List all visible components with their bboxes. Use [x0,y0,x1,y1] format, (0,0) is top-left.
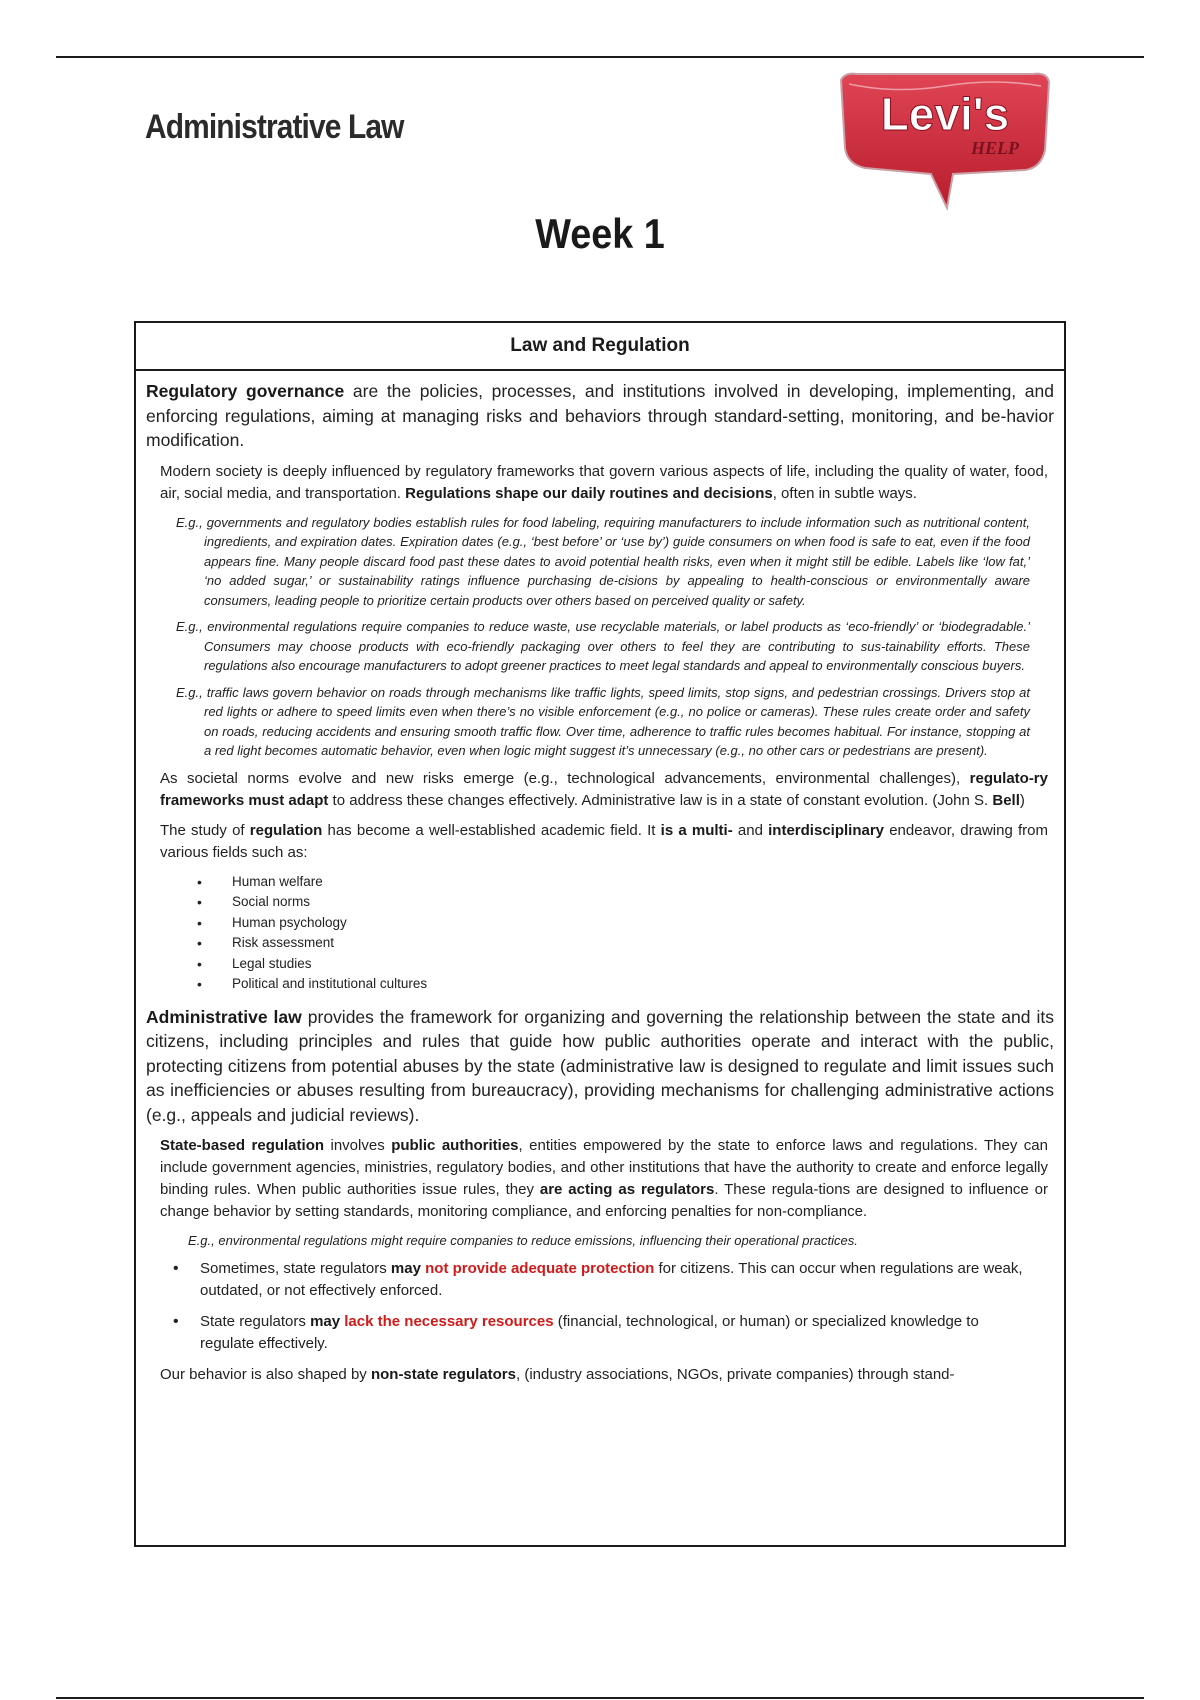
example-traffic-laws: E.g., traffic laws govern behavior on roads through mechanisms like traffic lights, speed limits, stop signs, and pedestrian crossings. Drivers stop at red lights or adhere to speed limits even when there’s no visible enforcement (e.g., no police or cameras). These rules create order and safety on roads, reducing accidents and ensuring smooth traffic flow. Over time, adherence to traffic rules becomes habitual. For instance, stopping at a red light becomes automatic behavior, even when logic might suggest it’s unnecessary (e.g., no other cars or pedestrians are present). [176,684,1030,758]
section-body [136,371,1064,1386]
list-item: • Legal studies [232,954,1054,975]
logo-wordmark: Levi's [880,88,1010,140]
example-food-labeling: E.g., governments and regulatory bodies establish rules for food labeling, requiring manufacturers to include information such as nutritional content, ingredients, and expiration dates. Expiration dates (e.g., ‘best before’ or ‘use by’) guide consumers on when food is safe to eat, even if the food appears fine. Many people discard food past these dates to avoid potential health risks, even when it might still be edible. Labels like ‘low fat,’ ‘no added sugar,’ or sustainability ratings influence purchasing de-cisions by appealing to health-conscious or environmentally aware consumers, leading people to prioritize certain products over others based on perceived quality or safety. [176,514,1030,608]
bottom-rule [56,1697,1144,1699]
non-state-regulators-paragraph: Our behavior is also shaped by non-state regulators, (industry associations, NGOs, private companies) through stand- [160,1366,955,1383]
example-environmental: E.g., environmental regulations require companies to reduce waste, use recyclable materials, or label products as ‘eco-friendly’ or ‘biodegradable.’ Consumers may choose products with eco-friendly packaging over others to feel they are contributing to sus-tainability efforts. These regulations also encourage manufacturers to adopt greener practices to meet legal standards and appeal to environmentally conscious buyers. [176,619,1030,673]
top-rule [56,56,1144,58]
state-regulator-limitations-list [146,1258,1054,1355]
section-title: Law and Regulation [136,323,1064,371]
administrative-law-paragraph: Administrative law provides the framework for organizing and governing the relationship between the state and its citizens, including principles and rules that guide how public authorities operate and interact with the public, protecting citizens from potential abuses by the state (administrative law is designed to regulate and limit issues such as inefficiencies or abuses resulting from bureaucracy), providing mechanisms for challenging administrative actions (e.g., appeals and judicial reviews). [146,1006,1054,1125]
list-item: • Human welfare [232,872,1054,893]
week-title: Week 1 [535,210,665,257]
study-of-regulation-paragraph: The study of regulation has become a well-established academic field. It is a multi- and interdisciplinary endeavor, drawing from various fields such as: [160,821,1049,861]
law-and-regulation-box [134,321,1066,1547]
logo-subtext: HELP [971,138,1019,158]
state-based-regulation-paragraph: State-based regulation involves public authorities, entities empowered by the state to enforce laws and regulations. They can include government agencies, ministries, regulatory bodies, and other institutions that have the authority to create and enforce legally binding rules. When public authorities issue rules, they are acting as regulators. These regula-tions are designed to influence or change behavior by setting standards, monitoring compliance, and enforcing penalties for non-compliance. [160,1137,1049,1220]
levis-help-logo [835,70,1055,215]
fields-list [146,872,1054,995]
example-emissions: E.g., environmental regulations might require companies to reduce emissions, influencing their operational practices. [188,1233,858,1248]
list-item: • Human psychology [232,913,1054,934]
list-item: • Social norms [232,892,1054,913]
course-title: Administrative Law [145,108,404,146]
list-item: • Sometimes, state regulators may not provide adequate protection for citizens. This can occur when regulations are weak, outdated, or not effectively enforced. [200,1258,1028,1302]
regulatory-governance-paragraph: Regulatory governance are the policies, processes, and institutions involved in developing, implementing, and enforcing regulations, aiming at managing risks and behaviors through standard-setting, monitoring, and be-havior modification. [146,381,1054,450]
list-item: • State regulators may lack the necessary resources (financial, technological, or human) or specialized knowledge to regulate effectively. [200,1311,1028,1355]
list-item: • Risk assessment [232,933,1054,954]
list-item: • Political and institutional cultures [232,974,1054,995]
modern-society-paragraph: Modern society is deeply influenced by regulatory frameworks that govern various aspects of life, including the quality of water, food, air, social media, and transportation. Regulations shape our daily routines and decisions, often in subtle ways. [160,462,1048,502]
societal-norms-paragraph: As societal norms evolve and new risks emerge (e.g., technological advancements, environmental challenges), regulato-ry frameworks must adapt to address these changes effectively. Administrative law is in a state of constant evolution. (John S. Bell) [160,769,1048,809]
